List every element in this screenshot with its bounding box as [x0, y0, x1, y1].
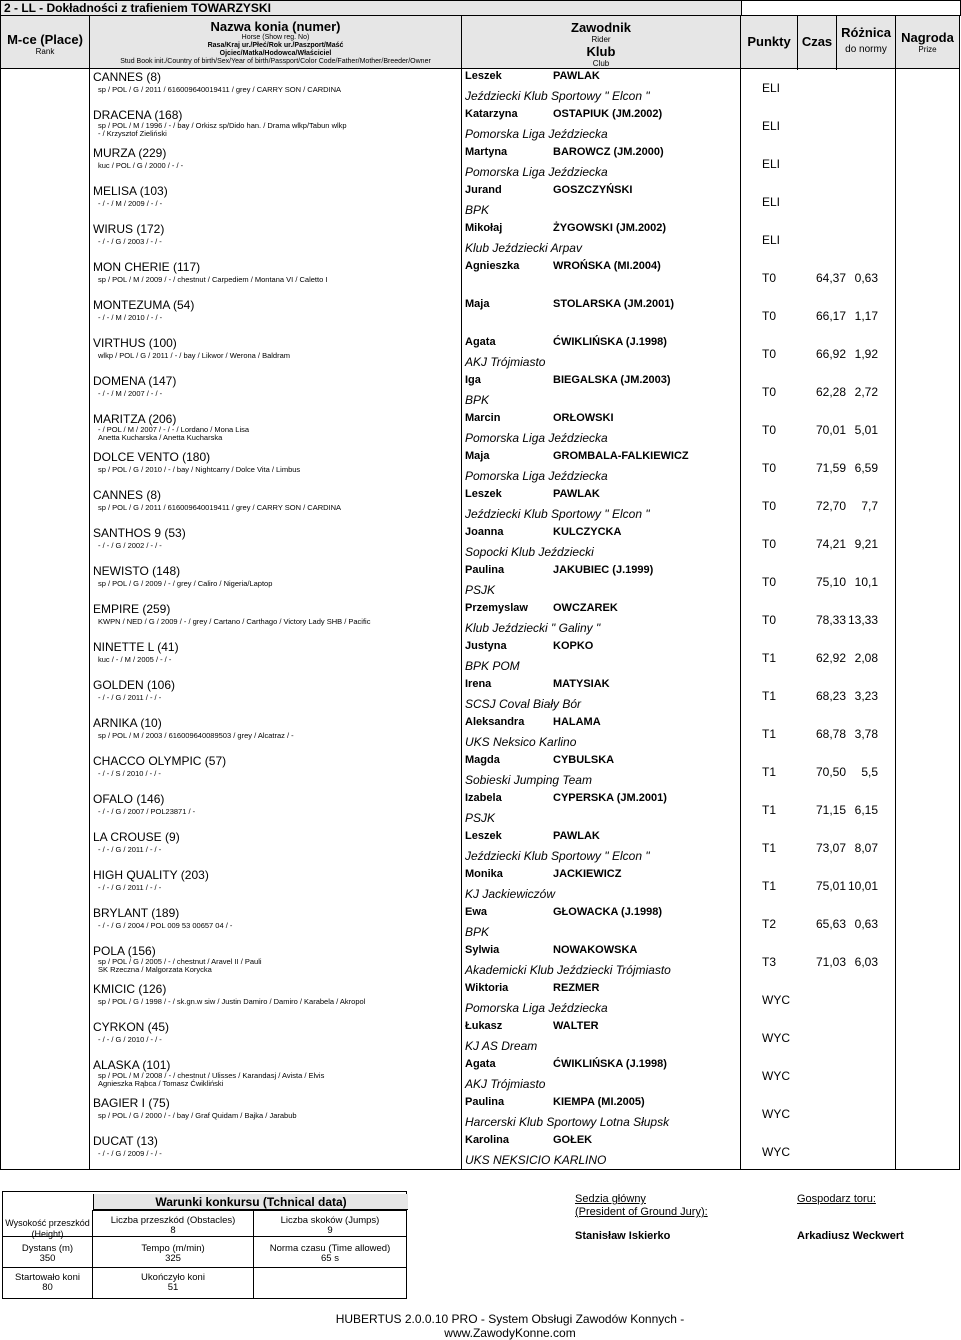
table-row: [0, 1058, 960, 1096]
title-empty-cell: [741, 0, 961, 16]
table-row: [0, 450, 960, 488]
points-value: WYC: [762, 1031, 790, 1045]
rider-last-name: GOŁEK: [553, 1134, 593, 1146]
time-value: 62,92: [815, 651, 846, 665]
rider-club: Klub Jeździecki " Galiny ": [465, 621, 601, 635]
rider-last-name: NOWAKOWSKA: [553, 944, 638, 956]
horse-details: wlkp / POL / G / 2011 / - / bay / Likwor / Werona / Baldram: [98, 351, 291, 360]
rider-first-name: Sylwia: [465, 944, 500, 956]
rider-first-name: Leszek: [465, 70, 502, 82]
horse-details: SK Rzeczna / Malgorzata Korycka: [98, 965, 212, 974]
diff-value: 3,23: [854, 689, 878, 703]
points-value: T1: [762, 879, 777, 893]
horse-details: Anetta Kucharska / Anetta Kucharska: [98, 433, 223, 442]
time-value: 72,70: [815, 499, 846, 513]
horse-details: sp / POL / M / 2009 / - / chestnut / Carpediem / Montana VI / Caletto I: [98, 275, 328, 284]
table-row: [0, 906, 960, 944]
time-value: 65,63: [815, 917, 846, 931]
rider-club: Klub Jeździecki Arpav: [465, 241, 582, 255]
horse-details: KWPN / NED / G / 2009 / - / grey / Cartano / Carthago / Victory Lady SHB / Pacific: [98, 617, 371, 626]
rider-club: Jeździecki Klub Sportowy " Elcon ": [465, 849, 650, 863]
diff-value: 3,78: [854, 727, 878, 741]
obstacles-label: Liczba przeszkód (Obstacles): [110, 1215, 236, 1226]
points-value: T1: [762, 803, 777, 817]
horse-details: sp / POL / M / 1996 / - / bay / Orkisz sp/Dido han. / Drama wlkp/Tabun wlkp: [98, 121, 347, 130]
points-value: ELI: [762, 157, 781, 171]
norm-label: Norma czasu (Time allowed): [269, 1243, 391, 1254]
horse-name: DRACENA (168): [93, 108, 183, 122]
rider-first-name: Przemyslaw: [465, 602, 528, 614]
rider-last-name: REZMER: [553, 982, 600, 994]
horse-name: POLA (156): [93, 944, 156, 958]
points-value: ELI: [762, 233, 781, 247]
horse-details: - / - / M / 2007 / - / -: [98, 389, 163, 398]
horse-name: MON CHERIE (117): [93, 260, 201, 274]
table-row: [0, 868, 960, 906]
horse-details: - / - / G / 2004 / POL 009 53 00657 04 / -: [98, 921, 233, 930]
horse-name: VIRTHUS (100): [93, 336, 177, 350]
rider-last-name: CYPERSKA (JM.2001): [553, 792, 667, 804]
rider-first-name: Leszek: [465, 830, 502, 842]
rider-first-name: Izabela: [465, 792, 502, 804]
horse-name: CYRKON (45): [93, 1020, 170, 1034]
points-value: T0: [762, 613, 777, 627]
horse-details: - / - / G / 2011 / - / -: [98, 845, 162, 854]
table-row: [0, 146, 960, 184]
rider-first-name: Maja: [465, 298, 490, 310]
points-value: T0: [762, 499, 777, 513]
rider-club: PSJK: [465, 811, 496, 825]
rider-last-name: PAWLAK: [553, 830, 600, 842]
rider-last-name: GŁOWACKA (J.1998): [553, 906, 663, 918]
horse-details: sp / POL / G / 2011 / 616009640019411 / grey / CARRY SON / CARDINA: [98, 85, 342, 94]
table-row: [0, 222, 960, 260]
rider-last-name: KULCZYCKA: [553, 526, 622, 538]
points-value: T1: [762, 765, 777, 779]
diff-value: 1,92: [854, 347, 878, 361]
table-row: [0, 70, 960, 108]
horse-name: DOLCE VENTO (180): [93, 450, 211, 464]
judge-label-en: (President of Ground Jury):: [575, 1206, 708, 1218]
horse-name: GOLDEN (106): [93, 678, 176, 692]
time-value: 64,37: [815, 271, 846, 285]
rider-first-name: Agnieszka: [465, 260, 520, 272]
table-row: [0, 944, 960, 982]
rider-last-name: HALAMA: [553, 716, 601, 728]
horse-name: SANTHOS 9 (53): [93, 526, 186, 540]
rider-first-name: Aleksandra: [465, 716, 525, 728]
rider-last-name: ORŁOWSKI: [553, 412, 614, 424]
conditions-title: Warunki konkursu (Tchnical data): [93, 1194, 408, 1210]
rider-first-name: Monika: [465, 868, 503, 880]
points-value: WYC: [762, 1145, 790, 1159]
rider-first-name: Karolina: [465, 1134, 510, 1146]
rider-first-name: Paulina: [465, 564, 505, 576]
rider-club: Akademicki Klub Jeździecki Trójmiasto: [465, 963, 671, 977]
diff-value: 13,33: [847, 613, 878, 627]
horse-details: kuc / - / M / 2005 / - / -: [98, 655, 172, 664]
points-value: T0: [762, 461, 777, 475]
rider-first-name: Martyna: [465, 146, 508, 158]
rider-last-name: MATYSIAK: [553, 678, 610, 690]
points-value: T3: [762, 955, 777, 969]
diff-value: 1,17: [854, 309, 878, 323]
time-value: 70,50: [815, 765, 846, 779]
rider-club: Jeździecki Klub Sportowy " Elcon ": [465, 507, 650, 521]
diff-value: 5,01: [854, 423, 878, 437]
competition-title: 2 - LL - Dokładności z trafieniem TOWARZYSKI: [4, 1, 271, 15]
rider-first-name: Mikołaj: [465, 222, 503, 234]
rider-first-name: Leszek: [465, 488, 502, 500]
rider-last-name: ŻYGOWSKI (JM.2002): [553, 222, 667, 234]
judge-label: Sedzia główny: [575, 1193, 646, 1205]
header-prize: Nagroda Prize: [896, 16, 959, 69]
time-value: 71,15: [815, 803, 846, 817]
points-value: ELI: [762, 119, 781, 133]
rider-club: PSJK: [465, 583, 496, 597]
height-label: Wysokość przeszkód (Height): [5, 1218, 90, 1239]
diff-value: 0,63: [854, 271, 878, 285]
horse-details: sp / POL / G / 2010 / - / bay / Nightcarry / Dolce Vita / Limbus: [98, 465, 301, 474]
rider-club: Pomorska Liga Jeździecka: [465, 127, 608, 141]
points-value: WYC: [762, 993, 790, 1007]
points-value: T0: [762, 537, 777, 551]
horse-details: - / - / G / 2011 / - / -: [98, 883, 162, 892]
table-row: [0, 830, 960, 868]
points-value: T1: [762, 727, 777, 741]
diff-value: 10,1: [854, 575, 878, 589]
diff-value: 2,08: [854, 651, 878, 665]
horse-details: sp / POL / M / 2003 / 616009640089503 / grey / Alcatraz / -: [98, 731, 294, 740]
header-rank: M-ce (Place) Rank: [1, 16, 89, 69]
horse-name: CANNES (8): [93, 70, 162, 84]
diff-value: 7,7: [861, 499, 878, 513]
horse-name: MONTEZUMA (54): [93, 298, 195, 312]
time-value: 66,92: [815, 347, 846, 361]
table-row: [0, 488, 960, 526]
diff-value: 9,21: [854, 537, 878, 551]
rider-last-name: JACKIEWICZ: [553, 868, 622, 880]
horse-details: - / - / G / 2003 / - / -: [98, 237, 162, 246]
diff-value: 10,01: [847, 879, 878, 893]
rider-club: Pomorska Liga Jeździecka: [465, 165, 608, 179]
rider-first-name: Irena: [465, 678, 492, 690]
footer-text: HUBERTUS 2.0.0.10 PRO - System Obsługi Zawodów Konnych - www.ZawodyKonne.com: [335, 1312, 685, 1340]
table-row: [0, 564, 960, 602]
diff-value: 6,59: [854, 461, 878, 475]
horse-name: DOMENA (147): [93, 374, 177, 388]
points-value: WYC: [762, 1107, 790, 1121]
judge-name: Stanisław Iskierko: [575, 1230, 671, 1242]
points-value: T0: [762, 347, 777, 361]
horse-details: - / - / G / 2011 / - / -: [98, 693, 162, 702]
horse-details: - / - / G / 2010 / - / -: [98, 1035, 162, 1044]
table-row: [0, 678, 960, 716]
tempo-value: 325: [165, 1253, 181, 1264]
rider-last-name: WROŃSKA (MI.2004): [553, 260, 661, 272]
horse-name: HIGH QUALITY (203): [93, 868, 209, 882]
conditions-box: [2, 1191, 407, 1299]
time-value: 68,78: [815, 727, 846, 741]
table-row: [0, 1020, 960, 1058]
table-row: [0, 754, 960, 792]
table-row: [0, 374, 960, 412]
rider-last-name: ĆWIKLIŃSKA (J.1998): [553, 336, 667, 348]
rider-club: Pomorska Liga Jeździecka: [465, 1001, 608, 1015]
points-value: T0: [762, 271, 777, 285]
rider-first-name: Ewa: [465, 906, 488, 918]
jumps-value: 9: [327, 1225, 333, 1236]
finished-label: Ukończyło koni: [141, 1272, 205, 1283]
rider-first-name: Jurand: [465, 184, 502, 196]
horse-name: WIRUS (172): [93, 222, 165, 236]
horse-details: - / - / G / 2007 / POL23871 / -: [98, 807, 196, 816]
rider-club: BPK POM: [465, 659, 520, 673]
rider-first-name: Katarzyna: [465, 108, 518, 120]
horse-details: sp / POL / G / 2000 / - / bay / Graf Quidam / Bajka / Jarabub: [98, 1111, 297, 1120]
diff-value: 2,72: [854, 385, 878, 399]
table-row: [0, 602, 960, 640]
table-row: [0, 108, 960, 146]
competition-title-bar: [0, 0, 960, 16]
rider-club: Pomorska Liga Jeździecka: [465, 469, 608, 483]
points-value: T0: [762, 423, 777, 437]
obstacles-value: 8: [170, 1225, 176, 1236]
horse-name: KMICIC (126): [93, 982, 167, 996]
rider-last-name: WALTER: [553, 1020, 599, 1032]
time-value: 62,28: [815, 385, 846, 399]
points-value: T1: [762, 841, 777, 855]
rider-last-name: OSTAPIUK (JM.2002): [553, 108, 663, 120]
time-value: 71,59: [815, 461, 846, 475]
distance-label: Dystans (m): [21, 1243, 74, 1254]
jumps-label: Liczba skoków (Jumps): [280, 1215, 380, 1226]
horse-name: DUCAT (13): [93, 1134, 158, 1148]
horse-details: - / POL / M / 2007 / - / - / Lordano / Mona Lisa: [98, 425, 250, 434]
rider-first-name: Justyna: [465, 640, 507, 652]
rider-club: UKS NEKSICIO KARLINO: [465, 1153, 607, 1167]
time-value: 70,01: [815, 423, 846, 437]
rider-last-name: OWCZAREK: [553, 602, 618, 614]
rider-club: KJ AS Dream: [465, 1039, 538, 1053]
time-value: 71,03: [815, 955, 846, 969]
horse-name: BAGIER I (75): [93, 1096, 170, 1110]
norm-value: 65 s: [321, 1253, 339, 1264]
diff-value: 0,63: [854, 917, 878, 931]
table-row: [0, 336, 960, 374]
rider-last-name: PAWLAK: [553, 70, 600, 82]
horse-name: ARNIKA (10): [93, 716, 162, 730]
started-label: Startowało koni: [15, 1272, 80, 1283]
finished-value: 51: [167, 1282, 179, 1293]
table-row: [0, 526, 960, 564]
table-row: [0, 412, 960, 450]
rider-first-name: Łukasz: [465, 1020, 503, 1032]
rider-club: Sopocki Klub Jeździecki: [465, 545, 594, 559]
horse-details: sp / POL / G / 1998 / - / sk.gn.w siw / Justin Damiro / Damiro / Karabela / Akropol: [98, 997, 366, 1006]
rider-first-name: Agata: [465, 1058, 496, 1070]
rider-last-name: PAWLAK: [553, 488, 600, 500]
table-row: [0, 184, 960, 222]
time-value: 75,01: [815, 879, 846, 893]
horse-details: Agnieszka Rąbca / Tomasz Ćwikliński: [98, 1079, 224, 1088]
distance-value: 350: [39, 1253, 56, 1264]
rider-last-name: CYBULSKA: [553, 754, 615, 766]
horse-details: - / Krzysztof Zieliński: [98, 129, 167, 138]
horse-name: NINETTE L (41): [93, 640, 179, 654]
horse-name: ALASKA (101): [93, 1058, 171, 1072]
diff-value: 6,03: [854, 955, 878, 969]
table-row: [0, 982, 960, 1020]
host-name: Arkadiusz Weckwert: [797, 1230, 904, 1242]
points-value: T0: [762, 575, 777, 589]
header-time: Czas: [798, 16, 836, 69]
rider-club: Jeździecki Klub Sportowy " Elcon ": [465, 89, 650, 103]
table-row: [0, 792, 960, 830]
rider-first-name: Paulina: [465, 1096, 505, 1108]
time-value: 66,17: [815, 309, 846, 323]
rider-first-name: Marcin: [465, 412, 501, 424]
horse-name: MURZA (229): [93, 146, 167, 160]
points-value: WYC: [762, 1069, 790, 1083]
horse-name: LA CROUSE (9): [93, 830, 180, 844]
horse-name: CANNES (8): [93, 488, 162, 502]
time-value: 73,07: [815, 841, 846, 855]
table-row: [0, 1134, 960, 1172]
table-row: [0, 716, 960, 754]
diff-value: 8,07: [854, 841, 878, 855]
rider-last-name: BAROWCZ (JM.2000): [553, 146, 664, 158]
rider-club: Pomorska Liga Jeździecka: [465, 431, 608, 445]
horse-name: CHACCO OLYMPIC (57): [93, 754, 227, 768]
rider-first-name: Iga: [465, 374, 481, 386]
rider-last-name: ĆWIKLIŃSKA (J.1998): [553, 1058, 667, 1070]
rider-last-name: BIEGALSKA (JM.2003): [553, 374, 671, 386]
header-points: Punkty: [741, 16, 797, 69]
time-value: 78,33: [815, 613, 846, 627]
rider-club: Sobieski Jumping Team: [465, 773, 592, 787]
rider-club: KJ Jackiewiczów: [465, 887, 556, 901]
points-value: T2: [762, 917, 777, 931]
rider-club: SCSJ Coval Biały Bór: [465, 697, 582, 711]
diff-value: 5,5: [861, 765, 878, 779]
horse-name: EMPIRE (259): [93, 602, 171, 616]
host-label: Gospodarz toru:: [797, 1193, 876, 1205]
table-row: [0, 640, 960, 678]
rider-first-name: Maja: [465, 450, 490, 462]
horse-details: - / - / M / 2010 / - / -: [98, 313, 163, 322]
horse-name: BRYLANT (189): [93, 906, 180, 920]
horse-name: MELISA (103): [93, 184, 168, 198]
horse-details: kuc / POL / G / 2000 / - / -: [98, 161, 184, 170]
rider-club: AKJ Trójmiasto: [465, 1077, 546, 1091]
rider-club: UKS Neksico Karlino: [465, 735, 577, 749]
rider-club: Harcerski Klub Sportowy Lotna Słupsk: [465, 1115, 670, 1129]
time-value: 75,10: [815, 575, 846, 589]
header-horse: Nazwa konia (numer) Horse (Show reg. No) Rasa/Kraj ur./Płeć/Rok ur./Paszport/Maść Ojciec/Matka/Hodowca/Właściciel Stud Book init./Country of birth/Sex/Year of birth/Passport/Color Code/Father/Mother/Breeder/Owner: [90, 16, 461, 69]
horse-details: sp / POL / G / 2005 / - / chestnut / Aravel II / Pauli: [98, 957, 262, 966]
rider-club: AKJ Trójmiasto: [465, 355, 546, 369]
diff-value: 6,15: [854, 803, 878, 817]
rider-last-name: KOPKO: [553, 640, 594, 652]
rider-club: BPK: [465, 203, 490, 217]
horse-details: sp / POL / G / 2011 / 616009640019411 / grey / CARRY SON / CARDINA: [98, 503, 342, 512]
points-value: ELI: [762, 195, 781, 209]
rider-club: BPK: [465, 393, 490, 407]
rider-first-name: Wiktoria: [465, 982, 509, 994]
table-row: [0, 1096, 960, 1134]
points-value: T1: [762, 689, 777, 703]
horse-name: NEWISTO (148): [93, 564, 181, 578]
rider-first-name: Magda: [465, 754, 500, 766]
rider-last-name: GROMBALA-FALKIEWICZ: [553, 450, 689, 462]
rider-first-name: Joanna: [465, 526, 504, 538]
points-value: ELI: [762, 81, 781, 95]
horse-details: sp / POL / G / 2009 / - / grey / Caliro / Nigeria/Laptop: [98, 579, 273, 588]
points-value: T0: [762, 309, 777, 323]
rider-last-name: KIEMPA (MI.2005): [553, 1096, 645, 1108]
horse-details: - / - / G / 2002 / - / -: [98, 541, 162, 550]
rider-club: BPK: [465, 925, 490, 939]
time-value: 74,21: [815, 537, 846, 551]
started-value: 80: [42, 1282, 53, 1293]
rider-last-name: STOLARSKA (JM.2001): [553, 298, 675, 310]
horse-details: sp / POL / M / 2008 / - / chestnut / Ulisses / Karandasj / Avista / Elvis: [98, 1071, 325, 1080]
header-rider: Zawodnik Rider Klub Club: [462, 16, 740, 69]
tempo-label: Tempo (m/min): [141, 1243, 205, 1254]
time-value: 68,23: [815, 689, 846, 703]
rider-last-name: JAKUBIEC (J.1999): [553, 564, 654, 576]
horse-details: - / - / G / 2009 / - / -: [98, 1149, 162, 1158]
rider-last-name: GOSZCZYŃSKI: [553, 184, 633, 196]
table-row: [0, 260, 960, 298]
horse-name: MARITZA (206): [93, 412, 177, 426]
header-diff: Różnica do normy: [837, 16, 895, 69]
table-row: [0, 298, 960, 336]
horse-details: - / - / M / 2009 / - / -: [98, 199, 163, 208]
horse-details: - / - / S / 2010 / - / -: [98, 769, 161, 778]
points-value: T1: [762, 651, 777, 665]
rider-first-name: Agata: [465, 336, 496, 348]
points-value: T0: [762, 385, 777, 399]
horse-name: OFALO (146): [93, 792, 165, 806]
